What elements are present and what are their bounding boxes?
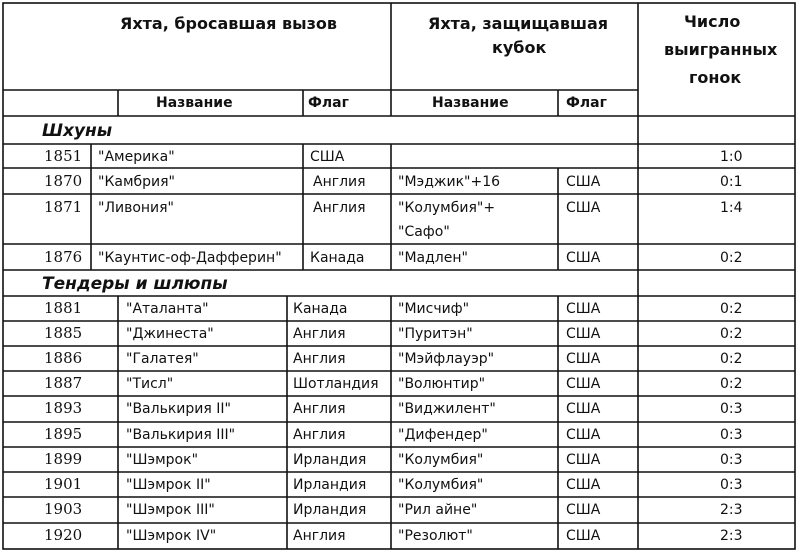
row-year: 1885: [44, 324, 83, 342]
row-challenger-flag: Ирландия: [293, 477, 367, 493]
row-challenger-flag: Англия: [293, 351, 346, 367]
row-wins: 0:3: [720, 477, 743, 493]
subheader-name-2: Название: [432, 95, 509, 111]
row-defender-flag: США: [566, 477, 601, 493]
row-challenger-flag: Англия: [293, 528, 346, 544]
row-defender-flag: США: [566, 250, 601, 266]
row-defender: "Дифендер": [398, 427, 488, 443]
row-year: 1870: [44, 172, 83, 190]
row-defender: "Мэйфлауэр": [398, 351, 495, 367]
row-challenger-flag: Англия: [313, 200, 366, 216]
row-defender: "Рил айне": [398, 502, 478, 518]
row-year: 1901: [44, 475, 83, 493]
row-defender-flag: США: [566, 301, 601, 317]
row-year: 1893: [44, 399, 83, 417]
row-defender: "Волюнтир": [398, 376, 486, 392]
row-defender: "Колумбия"+: [398, 200, 496, 216]
row-year: 1903: [44, 500, 83, 518]
row-defender: "Резолют": [398, 528, 473, 544]
row-challenger-flag: Ирландия: [293, 502, 367, 518]
row-defender-flag: США: [566, 502, 601, 518]
row-challenger: "Камбрия": [98, 174, 175, 190]
row-defender-flag: США: [566, 326, 601, 342]
row-challenger-flag: Канада: [293, 301, 348, 317]
row-challenger: "Галатея": [126, 351, 199, 367]
row-year: 1851: [44, 147, 83, 165]
row-challenger-flag: Англия: [293, 427, 346, 443]
row-defender-flag: США: [566, 200, 601, 216]
row-challenger: "Джинеста": [126, 326, 214, 342]
row-wins: 0:2: [720, 250, 743, 266]
header-challenger: Яхта, бросавшая вызов: [120, 14, 338, 33]
row-year: 1871: [44, 198, 83, 216]
row-defender-flag: США: [566, 351, 601, 367]
row-year: 1876: [44, 248, 83, 266]
subheader-flag: Флаг: [308, 95, 349, 111]
row-challenger: "Шэмрок II": [126, 477, 211, 493]
header-defender-line2: кубок: [492, 38, 547, 57]
row-year: 1899: [44, 450, 83, 468]
row-defender: "Колумбия": [398, 452, 484, 468]
header-wins-line2: выигранных: [664, 40, 778, 59]
row-year: 1920: [44, 526, 83, 544]
row-defender-flag: США: [566, 452, 601, 468]
row-defender: "Виджилент": [398, 401, 496, 417]
row-challenger: "Каунтис-оф-Дафферин": [98, 250, 282, 266]
row-year: 1881: [44, 299, 83, 317]
row-year: 1887: [44, 374, 83, 392]
header-defender-line1: Яхта, защищавшая: [428, 14, 609, 33]
section-title-cutters: Тендеры и шлюпы: [42, 274, 228, 294]
row-challenger: "Ливония": [98, 200, 174, 216]
row-wins: 1:4: [720, 200, 743, 216]
row-challenger: "Тисл": [126, 376, 174, 392]
row-challenger: "Валькирия II": [126, 401, 231, 417]
row-wins: 0:3: [720, 427, 743, 443]
row-wins: 0:2: [720, 326, 743, 342]
row-wins: 0:3: [720, 452, 743, 468]
row-defender-flag: США: [566, 376, 601, 392]
row-challenger-flag: Англия: [293, 401, 346, 417]
row-wins: 2:3: [720, 528, 743, 544]
section-title-schooners: Шхуны: [42, 121, 113, 141]
row-year: 1886: [44, 349, 83, 367]
row-wins: 0:3: [720, 401, 743, 417]
row-defender: "Мэджик"+16: [398, 174, 501, 190]
row-defender: "Мисчиф": [398, 301, 470, 317]
row-defender-flag: США: [566, 174, 601, 190]
row-wins: 0:1: [720, 174, 743, 190]
row-wins: 2:3: [720, 502, 743, 518]
row-challenger-flag: Англия: [293, 326, 346, 342]
subheader-name: Название: [156, 95, 233, 111]
row-defender-flag: США: [566, 528, 601, 544]
row-challenger: "Шэмрок": [126, 452, 199, 468]
header-wins-line3: гонок: [689, 68, 742, 87]
row-challenger-flag: США: [310, 149, 345, 165]
row-defender-flag: США: [566, 401, 601, 417]
row-wins: 0:2: [720, 376, 743, 392]
row-challenger: "Америка": [98, 149, 175, 165]
row-challenger: "Аталанта": [126, 301, 209, 317]
row-challenger-flag: Канада: [310, 250, 365, 266]
row-challenger: "Валькирия III": [126, 427, 236, 443]
row-defender: "Мадлен": [398, 250, 468, 266]
row-defender: "Колумбия": [398, 477, 484, 493]
row-challenger-flag: Англия: [313, 174, 366, 190]
header-wins-line1: Число: [684, 12, 741, 31]
row-wins: 0:2: [720, 301, 743, 317]
row-challenger-flag: Шотландия: [293, 376, 379, 392]
row-year: 1895: [44, 425, 83, 443]
row-defender-line2: "Сафо": [398, 224, 450, 240]
row-defender-flag: США: [566, 427, 601, 443]
row-wins: 0:2: [720, 351, 743, 367]
row-defender: "Пуритэн": [398, 326, 473, 342]
row-challenger-flag: Ирландия: [293, 452, 367, 468]
row-challenger: "Шэмрок IV": [126, 528, 217, 544]
subheader-flag-2: Флаг: [566, 95, 607, 111]
row-wins: 1:0: [720, 149, 743, 165]
row-challenger: "Шэмрок III": [126, 502, 215, 518]
